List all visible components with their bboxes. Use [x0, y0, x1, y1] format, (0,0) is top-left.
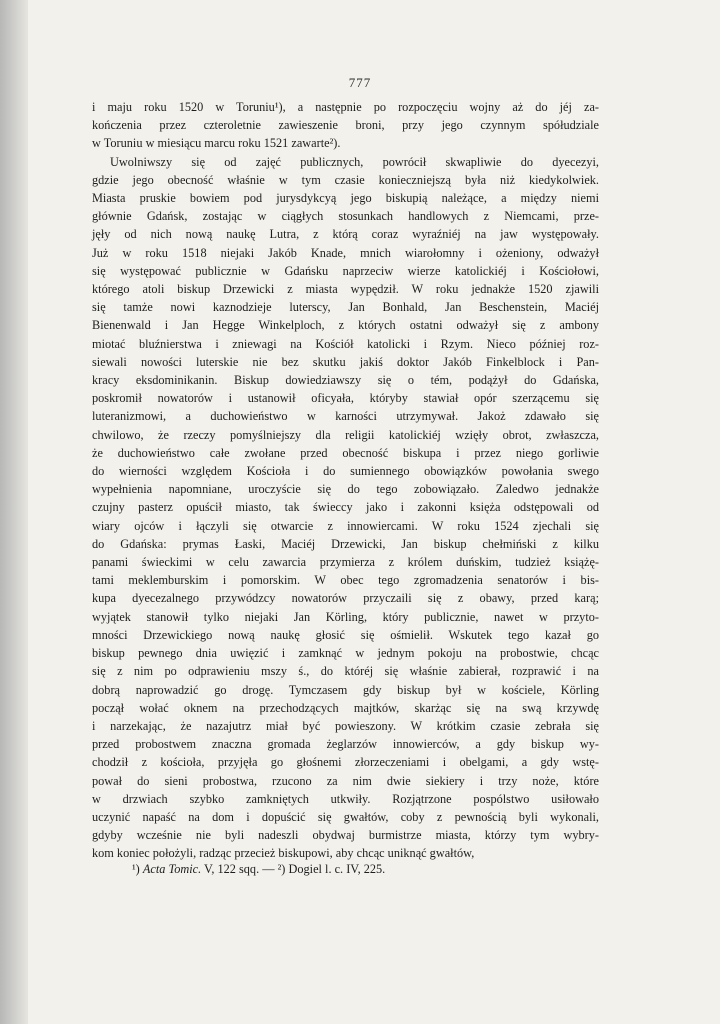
- footnote-source-1: Acta Tomic.: [142, 862, 202, 876]
- text-line: mności Drzewickiego nową naukę głosić się ośmielił. Wskutek tego kazał go: [92, 627, 599, 642]
- page-gutter-shadow: [0, 0, 28, 1024]
- text-line: kupa dyecezalnego przywódzcy nowatorów przyczaili się z obawy, przed karą;: [92, 591, 599, 606]
- text-line: się tamże nowi kaznodzieje luterscy, Jan Bonhald, Jan Beschenstein, Maciéj: [92, 300, 599, 315]
- text-line: biskup pewnego dnia uwięzić i zamknąć w jednym pokoju na probostwie, chcąc: [92, 646, 599, 661]
- text-line: do Gdańska: prymas Łaski, Maciéj Drzewicki, Jan biskup chełmiński z kilku: [92, 536, 599, 551]
- text-line: wiary ojców i łączyli się otwarcie z innowiercami. W roku 1524 zjechali się: [92, 518, 599, 533]
- text-line: począł wołać oknem na przechodzących majtków, skarżąc się na swą krzywdę: [92, 700, 599, 715]
- text-line: się występować publicznie w Gdańsku naprzeciw wierze katolickiéj i Kościołowi,: [92, 263, 599, 278]
- text-line: Bienenwald i Jan Hegge Winkelploch, z których ostatni odważył się z ambony: [92, 318, 599, 333]
- text-line: luteranizmowi, a duchowieństwo w karności utrzymywał. Jakoż zdawało się: [92, 409, 599, 424]
- text-line: kracy eksdominikanin. Biskup dowiedziawszy się o tém, podążył do Gdańska,: [92, 373, 599, 388]
- text-line: w Toruniu w miesiącu marcu roku 1521 zawarte²).: [92, 136, 341, 151]
- text-line: Uwolniwszy się od zajęć publicznych, powrócił skwapliwie do dyecezyi,: [110, 154, 599, 169]
- footnote-mark-1: ¹): [132, 862, 140, 876]
- text-line: się z nim po odprawieniu mszy ś., do któréj się właśnie zabierał, rozprawić i na: [92, 664, 599, 679]
- footnote-ref-2: Dogiel l. c. IV, 225.: [288, 862, 386, 876]
- footnote-ref-1: V, 122 sqq. —: [204, 862, 275, 876]
- text-line: Miasta pruskie bowiem pod jurysdykcyą jego biskupią należące, a między niemi: [92, 191, 599, 206]
- text-line: pował do sieni probostwa, rzucono za nim dwie siekiery i trzy noże, które: [92, 773, 599, 788]
- text-line: tami meklemburskim i pomorskim. W obec tego zgromadzenia senatorów i bis-: [92, 573, 599, 588]
- text-line: czujny pasterz opuścił miasto, tak świeccy jako i zakonni księża odstępowali od: [92, 500, 599, 515]
- text-line: gdyby wcześnie nie byli nadeszli obydwaj burmistrze miasta, którzy tym wybry-: [92, 828, 599, 843]
- text-line: kończenia przez czteroletnie zawieszenie broni, przy jego czynnym spółudziale: [92, 118, 599, 133]
- text-line: dobrą naprowadzić go drogę. Tymczasem gdy biskup był w kościele, Körling: [92, 682, 599, 697]
- text-line: głównie Gdańsk, zostając w ciągłych stosunkach handlowych z Niemcami, prze-: [92, 209, 599, 224]
- text-line: jęły od nich nową naukę Lutra, z którą coraz wyraźniéj na jaw występowały.: [92, 227, 599, 242]
- text-line: w drzwiach szybko zamkniętych utkwiły. Rozjątrzone pospólstwo usiłowało: [92, 791, 599, 806]
- text-line: że duchowieństwo całe zwołane przed obecność biskupa i przez niego gorliwie: [92, 445, 599, 460]
- text-line: wyjątek stanowił tylko niejaki Jan Körling, który publicznie, nawet w przyto-: [92, 609, 599, 624]
- text-line: wypełnienia napomniane, uroczyście się do tego zobowiązało. Zaledwo jednakże: [92, 482, 599, 497]
- text-line: przed probostwem znaczna gromada żeglarzów innowierców, a gdy biskup wy-: [92, 737, 599, 752]
- text-line: chodził z kościoła, przyjęła go głośnemi złorzeczeniami i obelgami, a gdy wstę-: [92, 755, 599, 770]
- text-line: którego atoli biskup Drzewicki z miasta wypędził. W roku jednakże 1520 zjawili: [92, 282, 599, 297]
- text-line: i narzekając, że nazajutrz miał być powieszony. W krótkim czasie zebrała się: [92, 718, 599, 733]
- text-line: kom koniec położyli, radząc przecież biskupowi, aby chcąc uniknąć gwałtów,: [92, 846, 475, 861]
- text-line: poskromił nowatorów i ustanowił oficyała, któryby stawiał opór szerzącemu się: [92, 391, 599, 406]
- text-line: do wierności względem Kościoła i do sumiennego obowiązków powołania swego: [92, 464, 599, 479]
- page-number: 777: [348, 75, 372, 90]
- text-line: Już w roku 1518 niejaki Jakób Knade, mnich wiarołomny i ożeniony, odważył: [92, 245, 599, 260]
- footnotes: [132, 862, 572, 877]
- text-line: panami świeckimi w celu zawarcia przymierza z królem duńskim, tudzież książę-: [92, 555, 599, 570]
- text-line: i maju roku 1520 w Toruniu¹), a następnie po rozpoczęciu wojny aż do jéj za-: [92, 100, 599, 114]
- text-line: uczynić napaść na dom i dopuścić się gwałtów, coby z pewnością byli wykonali,: [92, 809, 599, 824]
- text-line: gdzie jego obecność właśnie w tym czasie konieczniejszą była niż kiedykolwiek.: [92, 172, 599, 187]
- text-line: miotać bluźnierstwa i zniewagi na Kościół katolicki i Rzym. Nieco później roz-: [92, 336, 599, 351]
- footnote-mark-2: ²): [277, 862, 286, 876]
- body-text: [92, 98, 599, 863]
- text-line: siewali nowości luterskie nie bez skutku jakiś doktor Jakób Finkelblock i Pan-: [92, 354, 599, 369]
- text-line: chwilowo, że rzeczy pomyślniejszy dla religii katolickiéj wzięły obrot, zwłaszcza,: [92, 427, 599, 442]
